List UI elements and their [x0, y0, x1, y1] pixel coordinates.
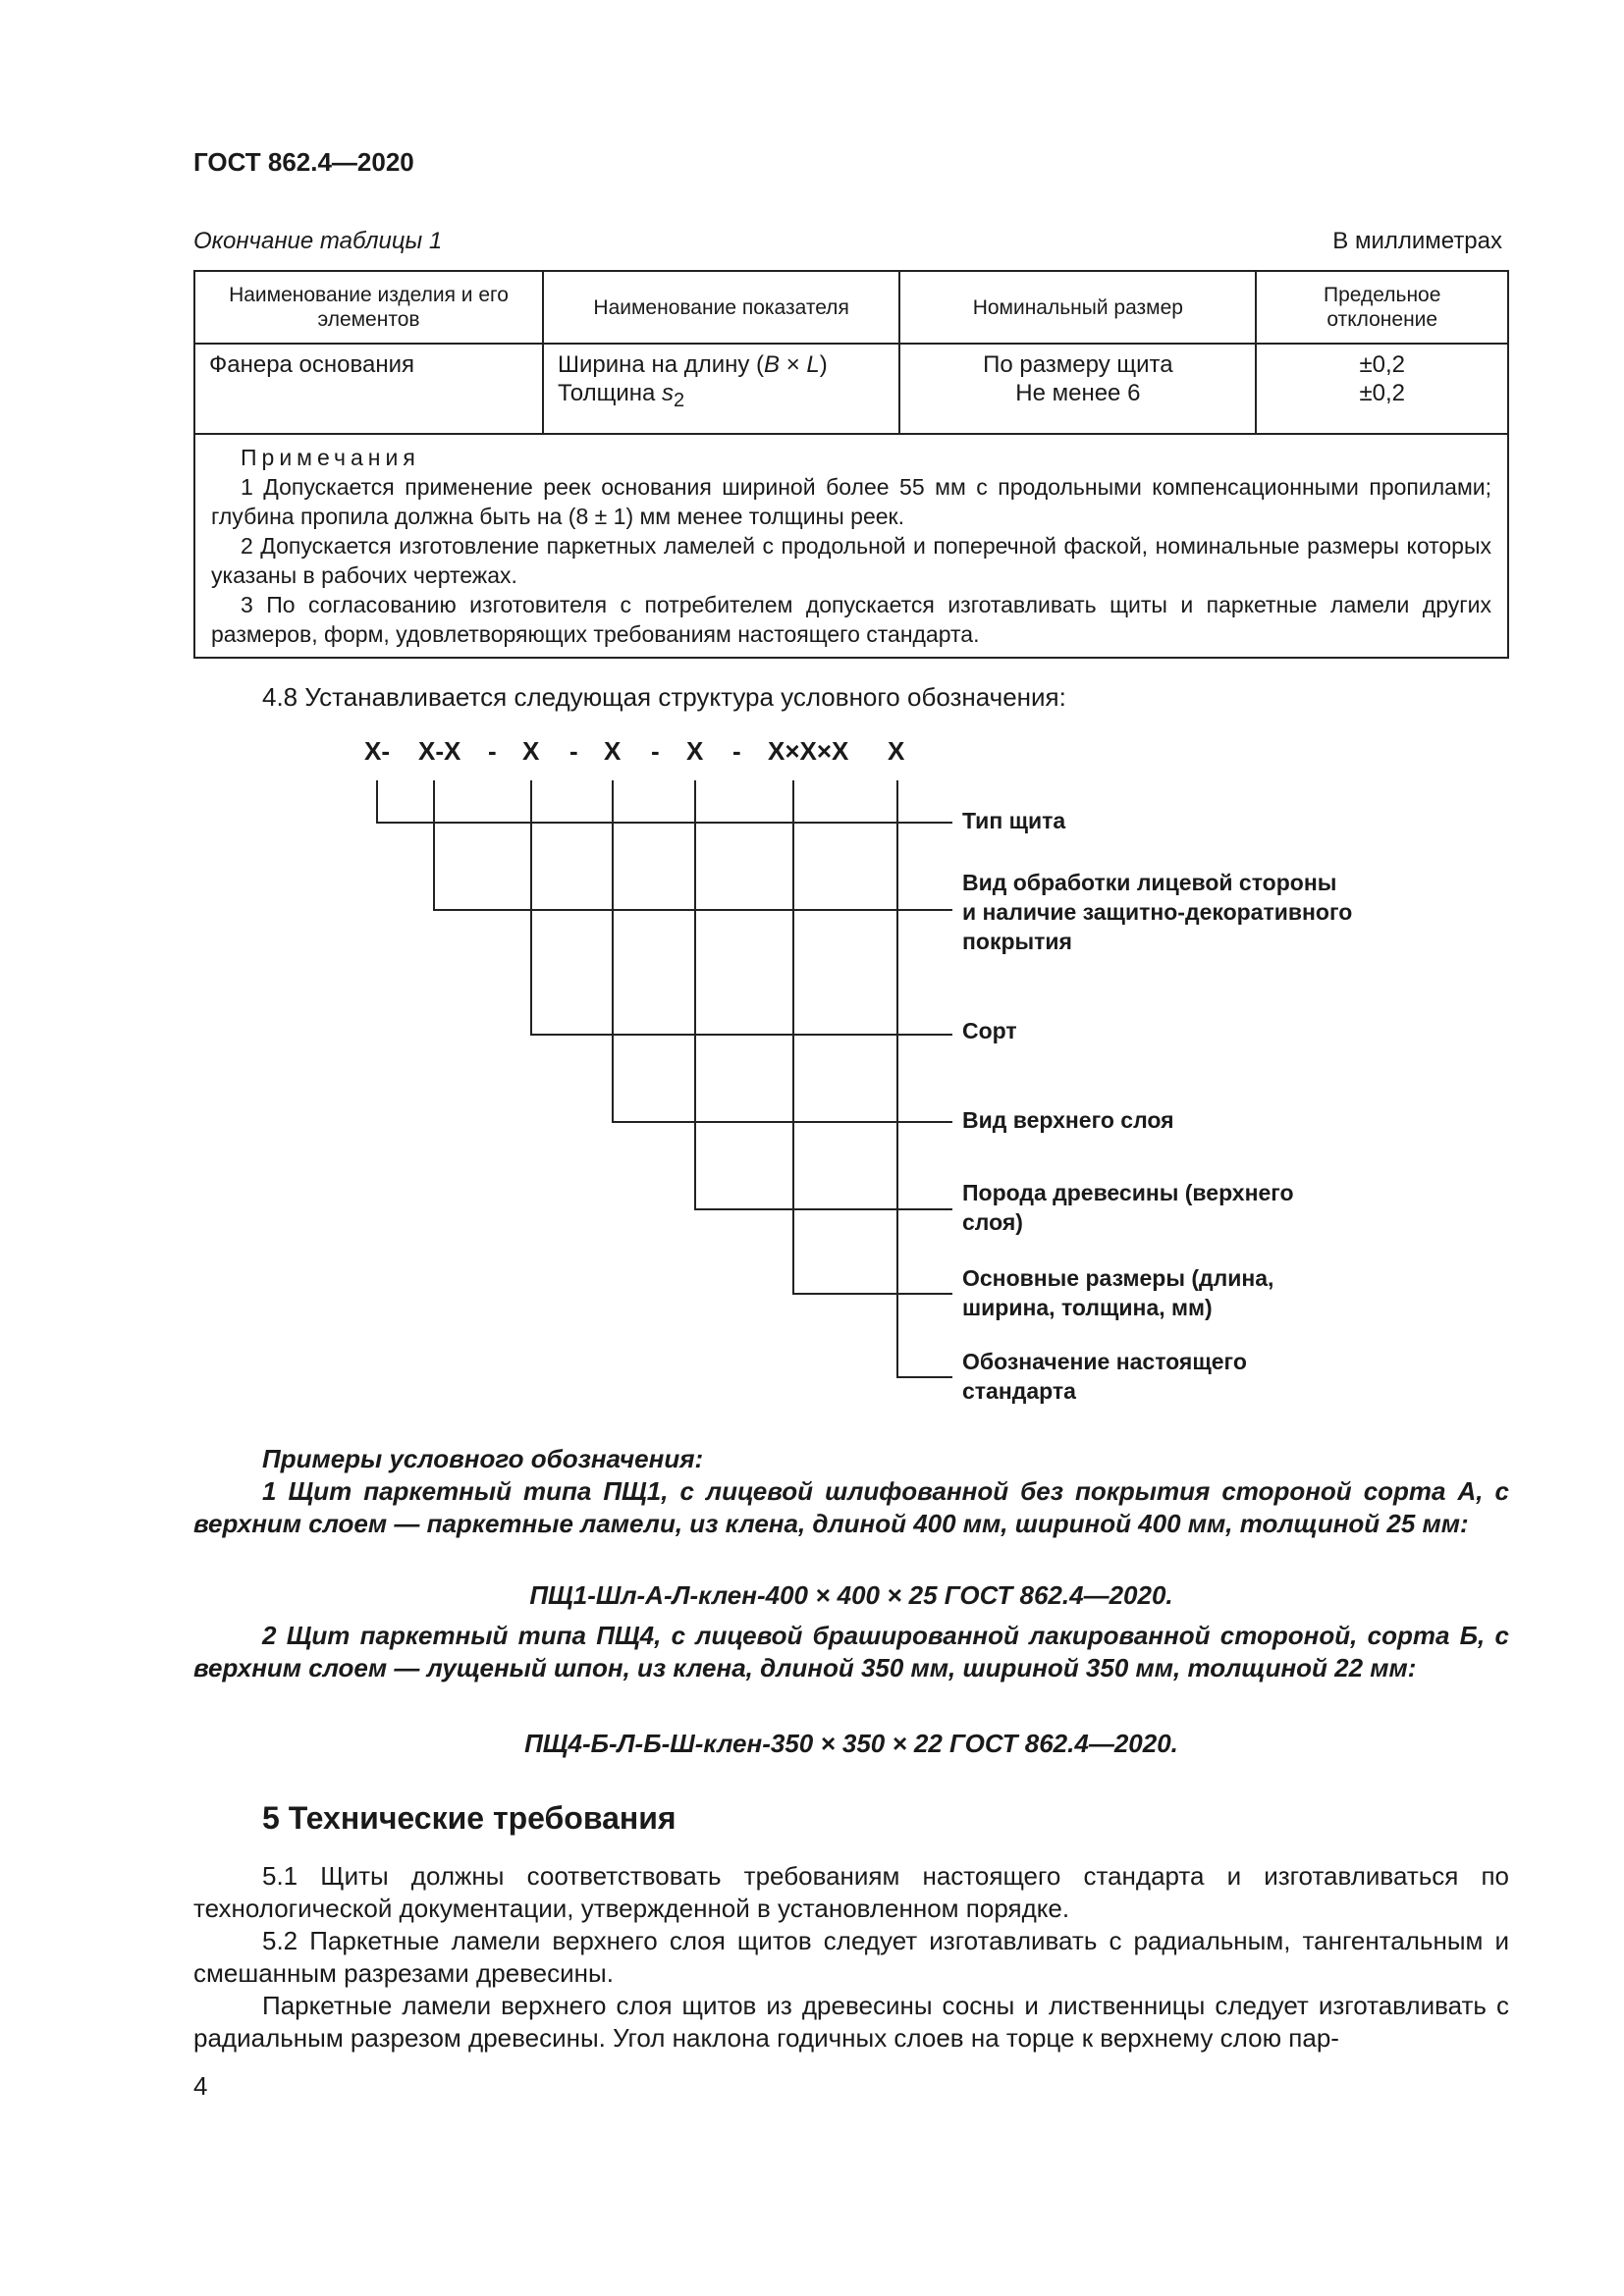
- code-dash: -: [732, 736, 741, 766]
- nominal-value: Не менее 6: [1015, 380, 1141, 406]
- deviation-value: ±0,2: [1359, 351, 1405, 378]
- nominal-value: По размеру щита: [983, 351, 1173, 378]
- header-nominal: Номинальный размер: [972, 295, 1183, 319]
- paragraph-4-8: 4.8 Устанавливается следующая структура условного обозначения:: [262, 682, 1066, 712]
- label-top-layer: Вид верхнего слоя: [962, 1107, 1174, 1133]
- symbol-b: B: [764, 351, 781, 378]
- code-dimensions: Х×Х×Х: [768, 736, 849, 766]
- examples-title: Примеры условного обозначения:: [262, 1444, 704, 1473]
- example-2-text: 2 Щит паркетный типа ПЩ4, с лицевой брашированной лакированной стороной, сорта Б, с верхним слоем — лущеный шпон, из клена, длиной 350 мм, шириной 350 мм, толщиной 22 мм:: [193, 1621, 1509, 1682]
- label-standard: Обозначение настоящего стандарта: [962, 1349, 1247, 1404]
- example-1-code: ПЩ1-Шл-А-Л-клен-400 × 400 × 25 ГОСТ 862.4—2020.: [529, 1580, 1173, 1610]
- example-1-text: 1 Щит паркетный типа ПЩ1, с лицевой шлифованной без покрытия стороной сорта А, с верхним слоем — паркетные ламели, из клена, длиной 400 мм, шириной 400 мм, толщиной 25 мм:: [193, 1476, 1509, 1538]
- code-dash: -: [488, 736, 497, 766]
- section-5-heading: 5 Технические требования: [262, 1800, 677, 1836]
- indicator-text: Толщина: [558, 380, 663, 406]
- note-item: 3 По согласованию изготовителя с потребителем допускается изготавливать щиты и паркетные ламели других размеров, форм, удовлетворяющих требованиям настоящего стандарта.: [211, 592, 1491, 647]
- note-item: 1 Допускается применение реек основания шириной более 55 мм с продольными компенсационными пропилами; глубина пропила должна быть на (8 ± 1) мм менее толщины реек.: [211, 474, 1491, 529]
- code-grade: Х: [522, 736, 540, 766]
- paragraph-5-2: 5.2 Паркетные ламели верхнего слоя щитов следует изготавливать с радиальным, тангентальным и смешанным разрезами древесины.: [193, 1926, 1509, 1988]
- table-continuation-caption: Окончание таблицы 1: [193, 228, 443, 254]
- notes-title: Примечания: [241, 445, 420, 470]
- code-wood: Х: [686, 736, 704, 766]
- table-units-caption: В миллиметрах: [1332, 228, 1502, 254]
- code-top-layer: Х: [604, 736, 622, 766]
- header-item: Наименование изделия и его элементов: [229, 284, 509, 331]
- page-number: 4: [193, 2071, 208, 2101]
- deviation-value: ±0,2: [1359, 380, 1405, 406]
- paragraph-5-2-cont: Паркетные ламели верхнего слоя щитов из древесины сосны и лиственницы следует изготавливать с радиальным разрезом древесины. Угол наклона годичных слоев на торце к верхнему слою пар-: [193, 1991, 1509, 2053]
- header-deviation: Предельное отклонение: [1324, 284, 1441, 331]
- symbol-l: L: [806, 351, 820, 378]
- header-indicator: Наименование показателя: [593, 295, 849, 319]
- code-dash: -: [569, 736, 578, 766]
- indicator-text: Ширина на длину (: [558, 351, 765, 378]
- document-header: ГОСТ 862.4—2020: [193, 147, 414, 177]
- symbol-s: s: [662, 380, 675, 406]
- code-standard: Х: [888, 736, 905, 766]
- example-2-code: ПЩ4-Б-Л-Б-Ш-клен-350 × 350 × 22 ГОСТ 862.4—2020.: [524, 1729, 1178, 1758]
- code-type: Х-: [364, 736, 390, 766]
- note-item: 2 Допускается изготовление паркетных ламелей с продольной и поперечной фаской, номинальные размеры которых указаны в рабочих чертежах.: [211, 533, 1491, 588]
- indicator-text: ×: [780, 351, 807, 378]
- symbol-subscript: 2: [674, 389, 685, 411]
- section-5-body: [193, 1860, 1509, 2055]
- paragraph-5-1: 5.1 Щиты должны соответствовать требованиям настоящего стандарта и изготавливаться по технологической документации, утвержденной в установленном порядке.: [193, 1861, 1509, 1923]
- indicator-text: ): [819, 351, 828, 378]
- code-dash: -: [651, 736, 660, 766]
- label-panel-type: Тип щита: [962, 808, 1066, 833]
- item-name: Фанера основания: [209, 351, 414, 378]
- label-wood-species: Порода древесины (верхнего слоя): [962, 1180, 1294, 1235]
- label-grade: Сорт: [962, 1018, 1017, 1043]
- label-surface-finish: Вид обработки лицевой стороны и наличие защитно-декоративного покрытия: [962, 870, 1353, 954]
- code-surface: Х-Х: [418, 736, 461, 766]
- label-main-dimensions: Основные размеры (длина, ширина, толщина, мм): [962, 1265, 1274, 1320]
